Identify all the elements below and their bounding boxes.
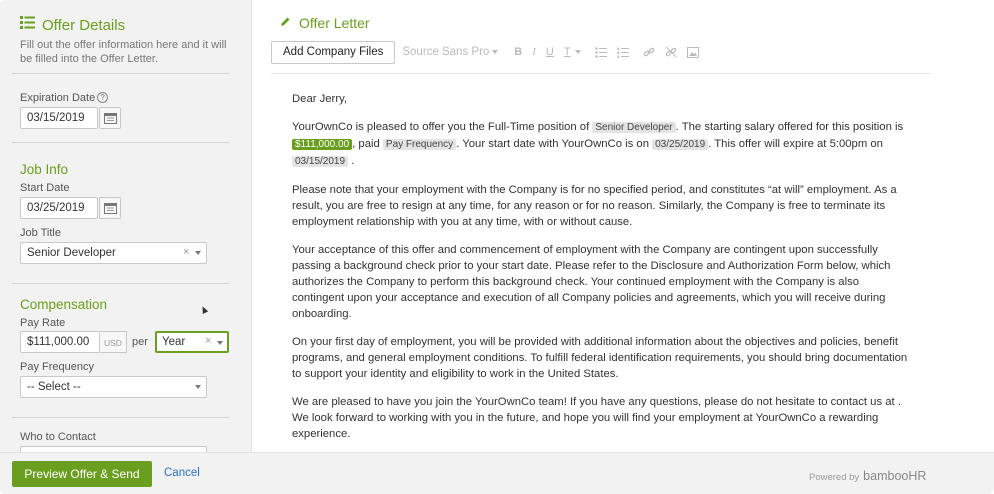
letter-text: , paid: [352, 138, 380, 150]
offer-letter-header: [280, 14, 370, 32]
job-title-label: Job Title: [20, 227, 61, 239]
bold-icon[interactable]: B: [514, 46, 523, 58]
divider: [12, 283, 230, 284]
who-to-contact-label: Who to Contact: [20, 431, 96, 443]
letter-paragraph: Please note that your employment with the Company is for no specified period, and constitutes “at will” employment. As a result, you are free to resign at any time, for any reason or for no reason. Similarly, the Company is free to terminate its employment relationship with you at any time, with or without cause.: [292, 184, 897, 228]
expiration-date-input[interactable]: 03/15/2019: [20, 107, 98, 129]
offer-details-panel: [0, 0, 252, 452]
placeholder-chip-pay-frequency[interactable]: Pay Frequency: [383, 139, 456, 150]
start-date-label: Start Date: [20, 182, 70, 194]
pay-frequency-select[interactable]: -- Select --: [20, 376, 207, 398]
powered-by-label: Powered by: [809, 472, 860, 483]
list-icon: [20, 16, 35, 34]
placeholder-chip-start-date[interactable]: 03/25/2019: [652, 139, 708, 150]
currency-unit: USD: [100, 331, 127, 353]
offer-details-header: [20, 16, 125, 34]
offer-letter-title: Offer Letter: [299, 15, 370, 31]
placeholder-chip-expiration-date[interactable]: 03/15/2019: [292, 156, 348, 167]
letter-paragraph: On your first day of employment, you will be provided with additional information about the objectives and policies, benefit programs, and general employment conditions. To fulfill federal identification requirements, you should bring documentation to support your identity and eligibility to work in the United States.: [292, 336, 908, 380]
letter-text: . Your start date with YourOwnCo is on: [456, 138, 649, 150]
italic-icon[interactable]: I: [532, 46, 536, 58]
chevron-down-icon: [217, 341, 223, 345]
letter-paragraph: We are pleased to have you join the YourOwnCo team! If you have any questions, please do not hesitate to contact us at . We look forward to working with you in the future, and hope you will find your employment at YourOwnCo a rewarding experience.: [292, 396, 901, 440]
letter-text: YourOwnCo is pleased to offer you the Full-Time position of: [292, 121, 590, 133]
numbered-list-icon[interactable]: [617, 47, 629, 58]
add-company-files-button[interactable]: Add Company Files: [271, 41, 395, 64]
compensation-title: Compensation: [20, 297, 108, 312]
job-info-title: Job Info: [20, 162, 69, 177]
bamboohr-logo: bambooHR: [863, 469, 927, 483]
letter-text: .: [351, 155, 355, 167]
clear-icon[interactable]: ×: [183, 246, 190, 258]
chevron-down-icon: [492, 50, 498, 54]
letter-text: . This offer will expire at 5:00pm on: [708, 138, 883, 150]
pencil-icon: [280, 14, 291, 32]
chevron-down-icon: [575, 50, 581, 54]
placeholder-chip-salary[interactable]: $111,000.00: [292, 139, 352, 150]
text-color-glyph: T: [563, 46, 571, 58]
underline-icon[interactable]: U: [545, 46, 554, 58]
cancel-button[interactable]: Cancel: [164, 467, 200, 479]
font-family-select[interactable]: [402, 46, 498, 58]
preview-offer-send-button[interactable]: Preview Offer & Send: [12, 461, 152, 487]
per-label: per: [132, 336, 148, 348]
letter-text: . The starting salary offered for this position is: [675, 121, 904, 133]
chevron-down-icon: [195, 385, 201, 389]
pay-rate-input[interactable]: $111,000.00: [20, 331, 100, 353]
image-icon[interactable]: [687, 47, 699, 58]
pay-frequency-label: Pay Frequency: [20, 361, 94, 373]
footer-bar: [0, 452, 994, 494]
link-icon[interactable]: [643, 46, 655, 58]
clear-icon[interactable]: ×: [205, 335, 212, 347]
editor-toolbar: [271, 40, 699, 64]
powered-by: [809, 469, 926, 483]
offer-details-title: Offer Details: [42, 16, 126, 34]
bulleted-list-icon[interactable]: [595, 47, 607, 58]
start-date-input[interactable]: 03/25/2019: [20, 197, 98, 219]
divider: [12, 73, 230, 74]
pay-period-select[interactable]: Year: [155, 331, 229, 353]
letter-paragraph: Your acceptance of this offer and commencement of employment with the Company are contingent upon successfully passing a background check prior to your start date. Please refer to the Disclosure and Authorization Form below, which authorizes the Company to perform this background check. Your continued employment with the Company is also contingent upon your acceptance and execution of all Company policies and agreements, which you will receive during onboarding.: [292, 244, 891, 320]
divider: [12, 417, 230, 418]
help-icon[interactable]: ?: [97, 92, 108, 103]
toolbar-divider: [271, 73, 931, 74]
letter-paragraph: [292, 119, 912, 170]
offer-letter-body[interactable]: [292, 91, 912, 454]
placeholder-chip-job-title[interactable]: Senior Developer: [592, 122, 675, 133]
calendar-icon[interactable]: [99, 197, 121, 219]
pay-rate-label: Pay Rate: [20, 317, 66, 329]
chevron-down-icon: [195, 251, 201, 255]
expiration-date-label: Expiration Date: [20, 92, 96, 104]
divider: [12, 142, 230, 143]
text-color-icon[interactable]: [564, 46, 581, 58]
letter-greeting: Dear Jerry,: [292, 93, 348, 105]
calendar-icon[interactable]: [99, 107, 121, 129]
job-title-select[interactable]: Senior Developer: [20, 242, 207, 264]
unlink-icon[interactable]: [665, 46, 677, 58]
offer-details-description: Fill out the offer information here and it will be filled into the Offer Letter.: [20, 39, 227, 65]
font-family-value: Source Sans Pro: [402, 46, 490, 58]
